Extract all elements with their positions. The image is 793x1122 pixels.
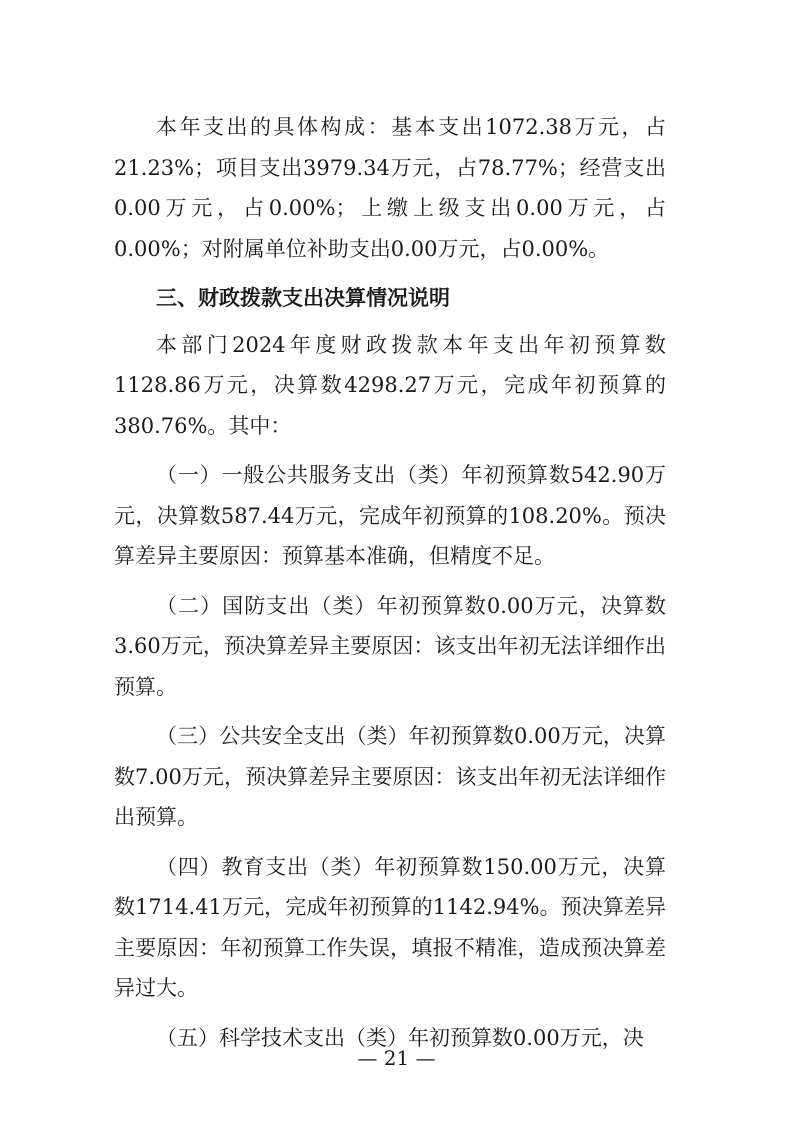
paragraph-fiscal-overview: 本部门2024年度财政拨款本年支出年初预算数1128.86万元，决算数4298.27万元，完成年初预算的380.76%。其中： [114, 332, 666, 438]
paragraph-public-safety: （三）公共安全支出（类）年初预算数0.00万元，决算数7.00万元，预决算差异主要原因：该支出年初无法详细作出预算。 [114, 724, 666, 829]
page-number: — 21 — [357, 1046, 436, 1070]
section-heading-fiscal-expenditure: 三、财政拨款支出决算情况说明 [156, 286, 450, 310]
paragraph-general-public-services: （一）一般公共服务支出（类）年初预算数542.90万元，决算数587.44万元，完成年初预算的108.20%。预决算差异主要原因：预算基本准确，但精度不足。 [114, 463, 666, 568]
paragraph-science-technology: （五）科学技术支出（类）年初预算数0.00万元，决 [156, 1025, 644, 1050]
paragraph-national-defense: （二）国防支出（类）年初预算数0.00万元，决算数3.60万元，预决算差异主要原因：该支出年初无法详细作出预算。 [114, 593, 666, 699]
document-body [114, 107, 666, 1067]
paragraph-education: （四）教育支出（类）年初预算数150.00万元，决算数1714.41万元，完成年初预算的1142.94%。预决算差异主要原因：年初预算工作失误，填报不精准，造成预决算差异过大。 [114, 854, 666, 1000]
paragraph-expenditure-composition: 本年支出的具体构成：基本支出1072.38万元，占21.23%；项目支出3979.34万元，占78.77%；经营支出0.00万元，占0.00%；上缴上级支出0.00万元，占0.00%；对附属单位补助支出0.00万元，占0.00%。 [114, 115, 666, 261]
